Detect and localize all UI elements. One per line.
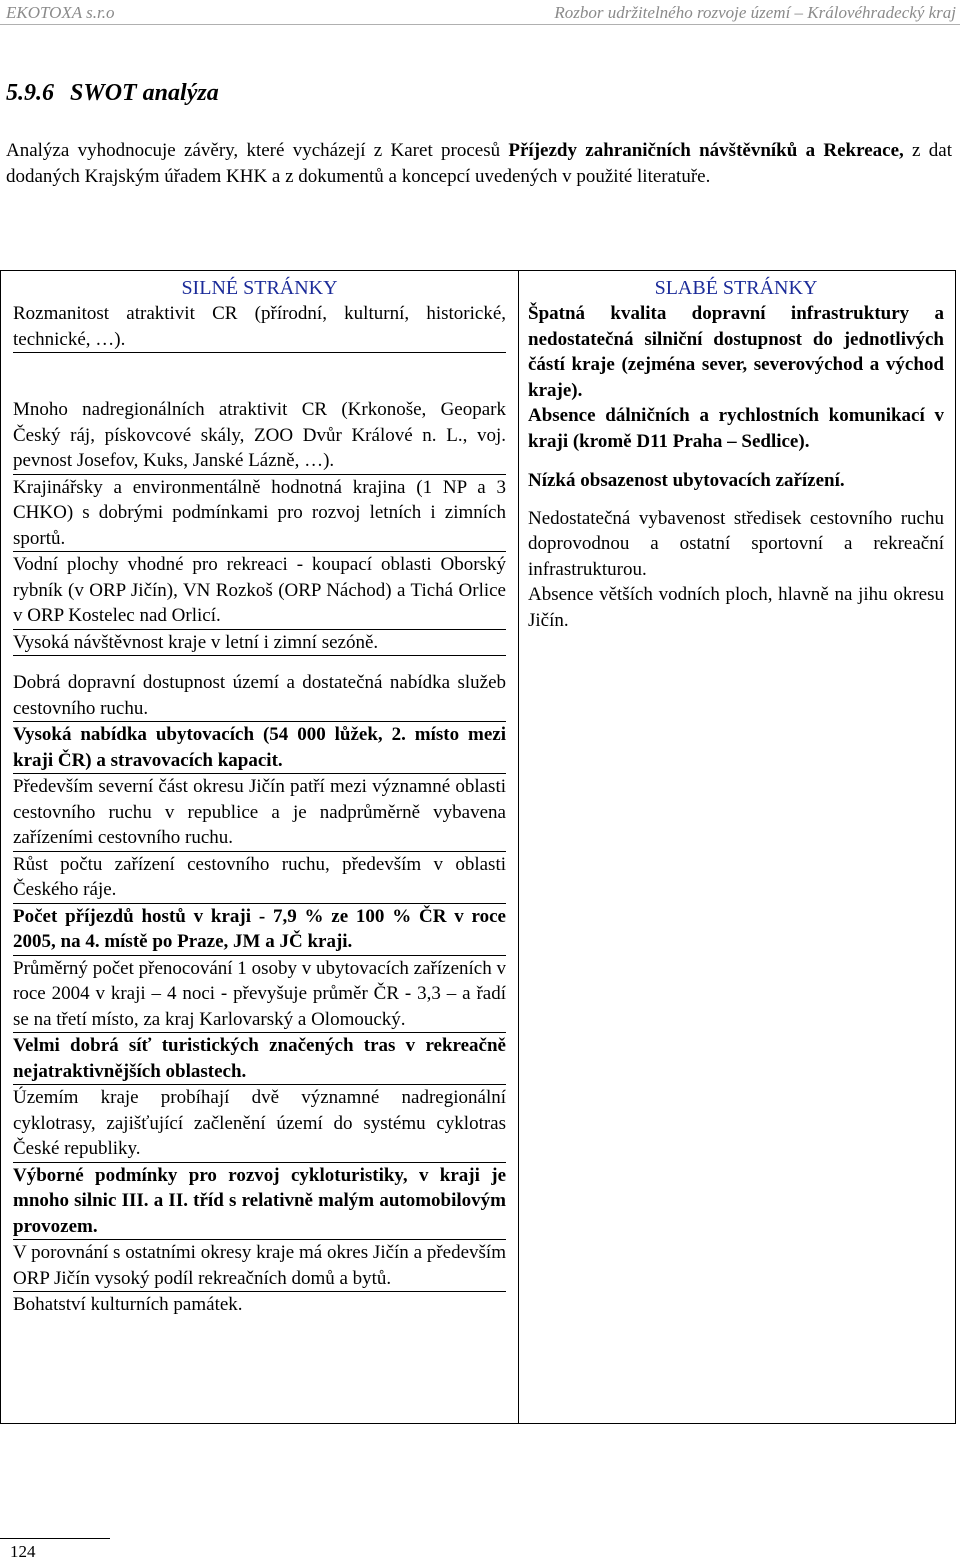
intro-paragraph [6, 138, 952, 190]
strengths-column [13, 271, 506, 1318]
strength-item: Dobrá dopravní dostupnost území a dostatečná nabídka služeb cestovního ruchu. [13, 670, 506, 722]
header-document-title: Rozbor udržitelného rozvoje území – Královéhradecký kraj [554, 3, 956, 22]
strengths-list [13, 301, 506, 1318]
strength-item: Vysoká návštěvnost kraje v letní i zimní sezóně. [13, 630, 506, 657]
section-number: 5.9.6 [6, 80, 54, 106]
weakness-item: Nedostatečná vybavenost středisek cestovního ruchu doprovodnou a ostatní sportovní a rekreační infrastrukturou. [528, 507, 944, 580]
intro-text-1: Analýza vyhodnocuje závěry, které vycházejí z Karet procesů [6, 140, 509, 161]
strength-item: Počet příjezdů hostů v kraji - 7,9 % ze 100 % ČR v roce 2005, na 4. místě po Praze, JM a JČ kraji. [13, 904, 506, 956]
section-title [6, 80, 219, 107]
strength-item: Bohatství kulturních památek. [13, 1294, 243, 1315]
weakness-item: Nízká obsazenost ubytovacích zařízení. [528, 470, 845, 491]
footer-rule [0, 1538, 110, 1539]
strength-item: Vodní plochy vhodné pro rekreaci - koupací oblasti Oborský rybník (v ORP Jičín), VN Rozkoš (ORP Náchod) a Tichá Orlice v ORP Kostelec nad Orlicí. [13, 552, 506, 630]
page-number: 124 [10, 1542, 36, 1561]
weakness-item: Absence větších vodních ploch, hlavně na jihu okresu Jičín. [528, 584, 944, 631]
strength-item: Růst počtu zařízení cestovního ruchu, především v oblasti Českého ráje. [13, 852, 506, 904]
strength-item: Územím kraje probíhají dvě významné nadregionální cyklotrasy, zajišťující začlenění území do systému cyklotras České republiky. [13, 1085, 506, 1163]
strength-item: Především severní část okresu Jičín patří mezi významné oblasti cestovního ruchu v republice a je nadprůměrně vybavena zařízeními cestovního ruchu. [13, 774, 506, 852]
strength-item: Mnoho nadregionálních atraktivit CR (Krkonoše, Geopark Český ráj, pískovcové skály, ZOO Dvůr Králové n. L., voj. pevnost Josefov, Kuks, Janské Lázně, …). [13, 397, 506, 475]
strength-item: V porovnání s ostatními okresy kraje má okres Jičín a především ORP Jičín vysoký podíl rekreačních domů a bytů. [13, 1240, 506, 1292]
intro-text-2: z dat dodaných Krajským úřadem KHK a z dokumentů a koncepcí uvedených v použité literatuře. [6, 140, 952, 187]
section-title-text: SWOT analýza [70, 80, 219, 106]
strength-item: Velmi dobrá síť turistických značených tras v rekreačně nejatraktivnějších oblastech. [13, 1033, 506, 1085]
strength-item: Výborné podmínky pro rozvoj cykloturistiky, v kraji je mnoho silnic III. a II. tříd s relativně malým automobilovým provozem. [13, 1163, 506, 1241]
swot-table [0, 270, 956, 1424]
strength-item: Rozmanitost atraktivit CR (přírodní, kulturní, historické, technické, …). [13, 301, 506, 353]
strength-item: Průměrný počet přenocování 1 osoby v ubytovacích zařízeních v roce 2004 v kraji – 4 noci - převyšuje průměr ČR - 3,3 – a řadí se na třetí místo, za kraj Karlovarský a Olomoucký. [13, 956, 506, 1034]
strength-item: Krajinářsky a environmentálně hodnotná krajina (1 NP a 3 CHKO) s dobrými podmínkami pro rozvoj letních i zimních sportů. [13, 475, 506, 553]
strengths-heading: SILNÉ STRÁNKY [181, 277, 338, 299]
weaknesses-heading: SLABÉ STRÁNKY [654, 277, 818, 299]
weakness-item: Absence dálničních a rychlostních komunikací v kraji (kromě D11 Praha – Sedlice). [528, 405, 944, 452]
running-header [0, 0, 960, 25]
strength-item: Vysoká nabídka ubytovacích (54 000 lůžek, 2. místo mezi kraji ČR) a stravovacích kapacit. [13, 722, 506, 774]
weaknesses-column [528, 271, 944, 633]
header-company: EKOTOXA s.r.o [6, 3, 115, 22]
column-divider [518, 271, 519, 1423]
weakness-item: Špatná kvalita dopravní infrastruktury a nedostatečná silniční dostupnost do jednotlivých částí kraje (zejména sever, severovýchod a východ kraje). [528, 303, 944, 401]
intro-bold-text: Příjezdy zahraničních návštěvníků a Rekreace, [508, 140, 904, 161]
weaknesses-list [528, 301, 944, 633]
